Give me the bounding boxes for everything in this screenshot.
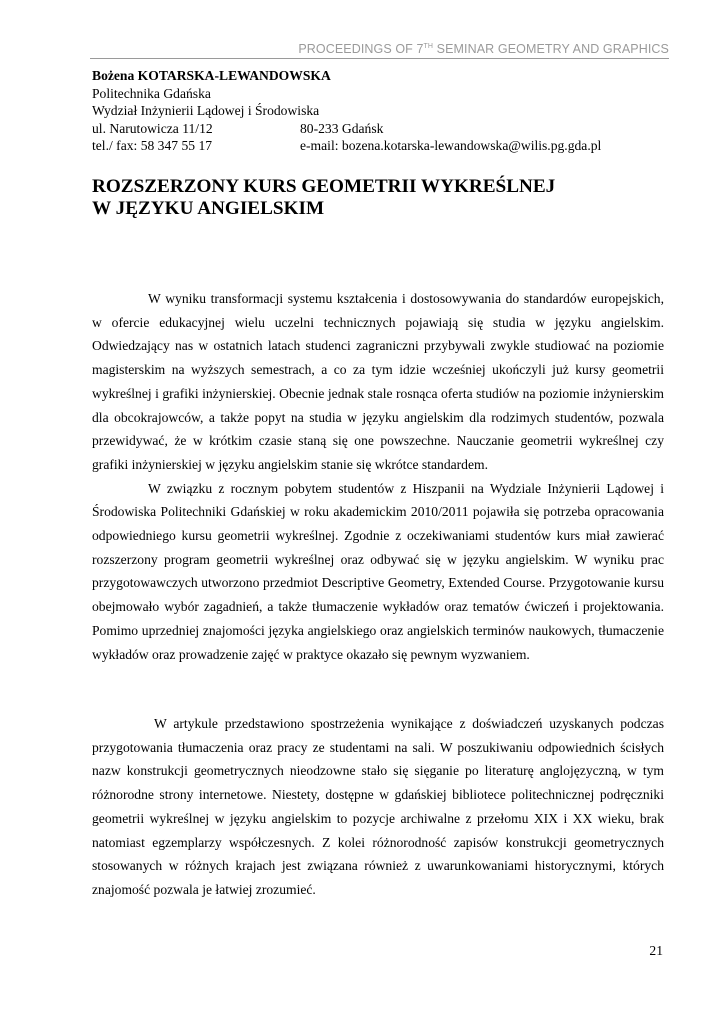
running-header bbox=[90, 42, 669, 59]
author-contact-row bbox=[92, 137, 601, 155]
author-address-row bbox=[92, 120, 601, 138]
author-faculty: Wydział Inżynierii Lądowej i Środowiska bbox=[92, 103, 320, 118]
author-email: e-mail: bozena.kotarska-lewandowska@wilis.pg.gda.pl bbox=[300, 138, 602, 153]
author-postal-code: 80-233 Gdańsk bbox=[300, 120, 384, 136]
author-name: Bożena KOTARSKA-LEWANDOWSKA bbox=[92, 68, 331, 83]
running-header-superscript: TH bbox=[423, 42, 434, 50]
author-block bbox=[92, 67, 601, 155]
running-header-text: PROCEEDINGS OF 7 bbox=[298, 42, 424, 56]
author-institution: Politechnika Gdańska bbox=[92, 85, 211, 101]
author-phone: tel./ fax: 58 347 55 17 bbox=[92, 138, 213, 153]
body-section-2 bbox=[92, 712, 664, 902]
paper-title-line-2: W JĘZYKU ANGIELSKIM bbox=[92, 198, 325, 219]
running-header-text-rest: SEMINAR GEOMETRY AND GRAPHICS bbox=[433, 42, 669, 56]
paragraph-2: W związku z rocznym pobytem studentów z Hiszpanii na Wydziale Inżynierii Lądowej i Środowiska Politechniki Gdańskiej w roku akademickim 2010/2011 pojawiła się potrzeba opracowania odpowiedniego kursu geometrii wykreślnej. Zgodnie z oczekiwaniami studentów kurs miał zawierać rozszerzony program geometrii wykreślnej oraz odbywać się w języku angielskim. W wyniku prac przygotowawczych utworzono przedmiot Descriptive Geometry, Extended Course. Przygotowanie kursu obejmowało wybór zagadnień, a także tłumaczenie wykładów oraz tematów ćwiczeń i projektowania. Pomimo uprzedniej znajomości języka angielskiego oraz angielskich terminów naukowych, tłumaczenie wykładów oraz prowadzenie zajęć w praktyce okazało się pewnym wyzwaniem. bbox=[92, 480, 664, 662]
body-section-1 bbox=[92, 287, 664, 666]
author-street: ul. Narutowicza 11/12 bbox=[92, 120, 213, 136]
page-number: 21 bbox=[649, 943, 663, 958]
paragraph-3: W artykule przedstawiono spostrzeżenia wynikające z doświadczeń uzyskanych podczas przygotowania tłumaczenia oraz pracy ze studentami na sali. W poszukiwaniu odpowiednich ścisłych nazw konstrukcji geometrycznych nieodzowne stało się sięganie po literaturę anglojęzyczną, w tym różnorodne strony internetowe. Niestety, dostępne w gdańskiej bibliotece politechnicznej podręczniki geometrii wykreślnej w języku angielskim to pozycje archiwalne z przełomu XIX i XX wieku, brak natomiast egzemplarzy współczesnych. Z kolei różnorodność zapisów konstrukcji geometrycznych stosowanych w różnych krajach jest związana również z uwarunkowaniami historycznymi, których znajomość pozwala je łatwiej zrozumieć. bbox=[92, 716, 664, 897]
paper-title bbox=[92, 176, 555, 220]
paragraph-1: W wyniku transformacji systemu kształcenia i dostosowywania do standardów europejskich, w ofercie edukacyjnej wielu uczelni technicznych pojawiają się studia w języku angielskim. Odwiedzający nas w ostatnich latach studenci zagraniczni przybywali zwykle studiować na poziomie magisterskim na wyższych semestrach, a co za tym idzie wcześniej ukończyli już kursy geometrii wykreślnej i grafiki inżynierskiej. Obecnie jednak stale rosnąca oferta studiów na poziomie inżynierskim dla obcokrajowców, a także popyt na studia w języku angielskim dla rodzimych studentów, pozwala przewidywać, że w krótkim czasie staną się one powszechne. Nauczanie geometrii wykreślnej czy grafiki inżynierskiej w języku angielskim stanie się wkrótce standardem. bbox=[92, 291, 664, 472]
paper-title-line-1: ROZSZERZONY KURS GEOMETRII WYKREŚLNEJ bbox=[92, 176, 556, 197]
